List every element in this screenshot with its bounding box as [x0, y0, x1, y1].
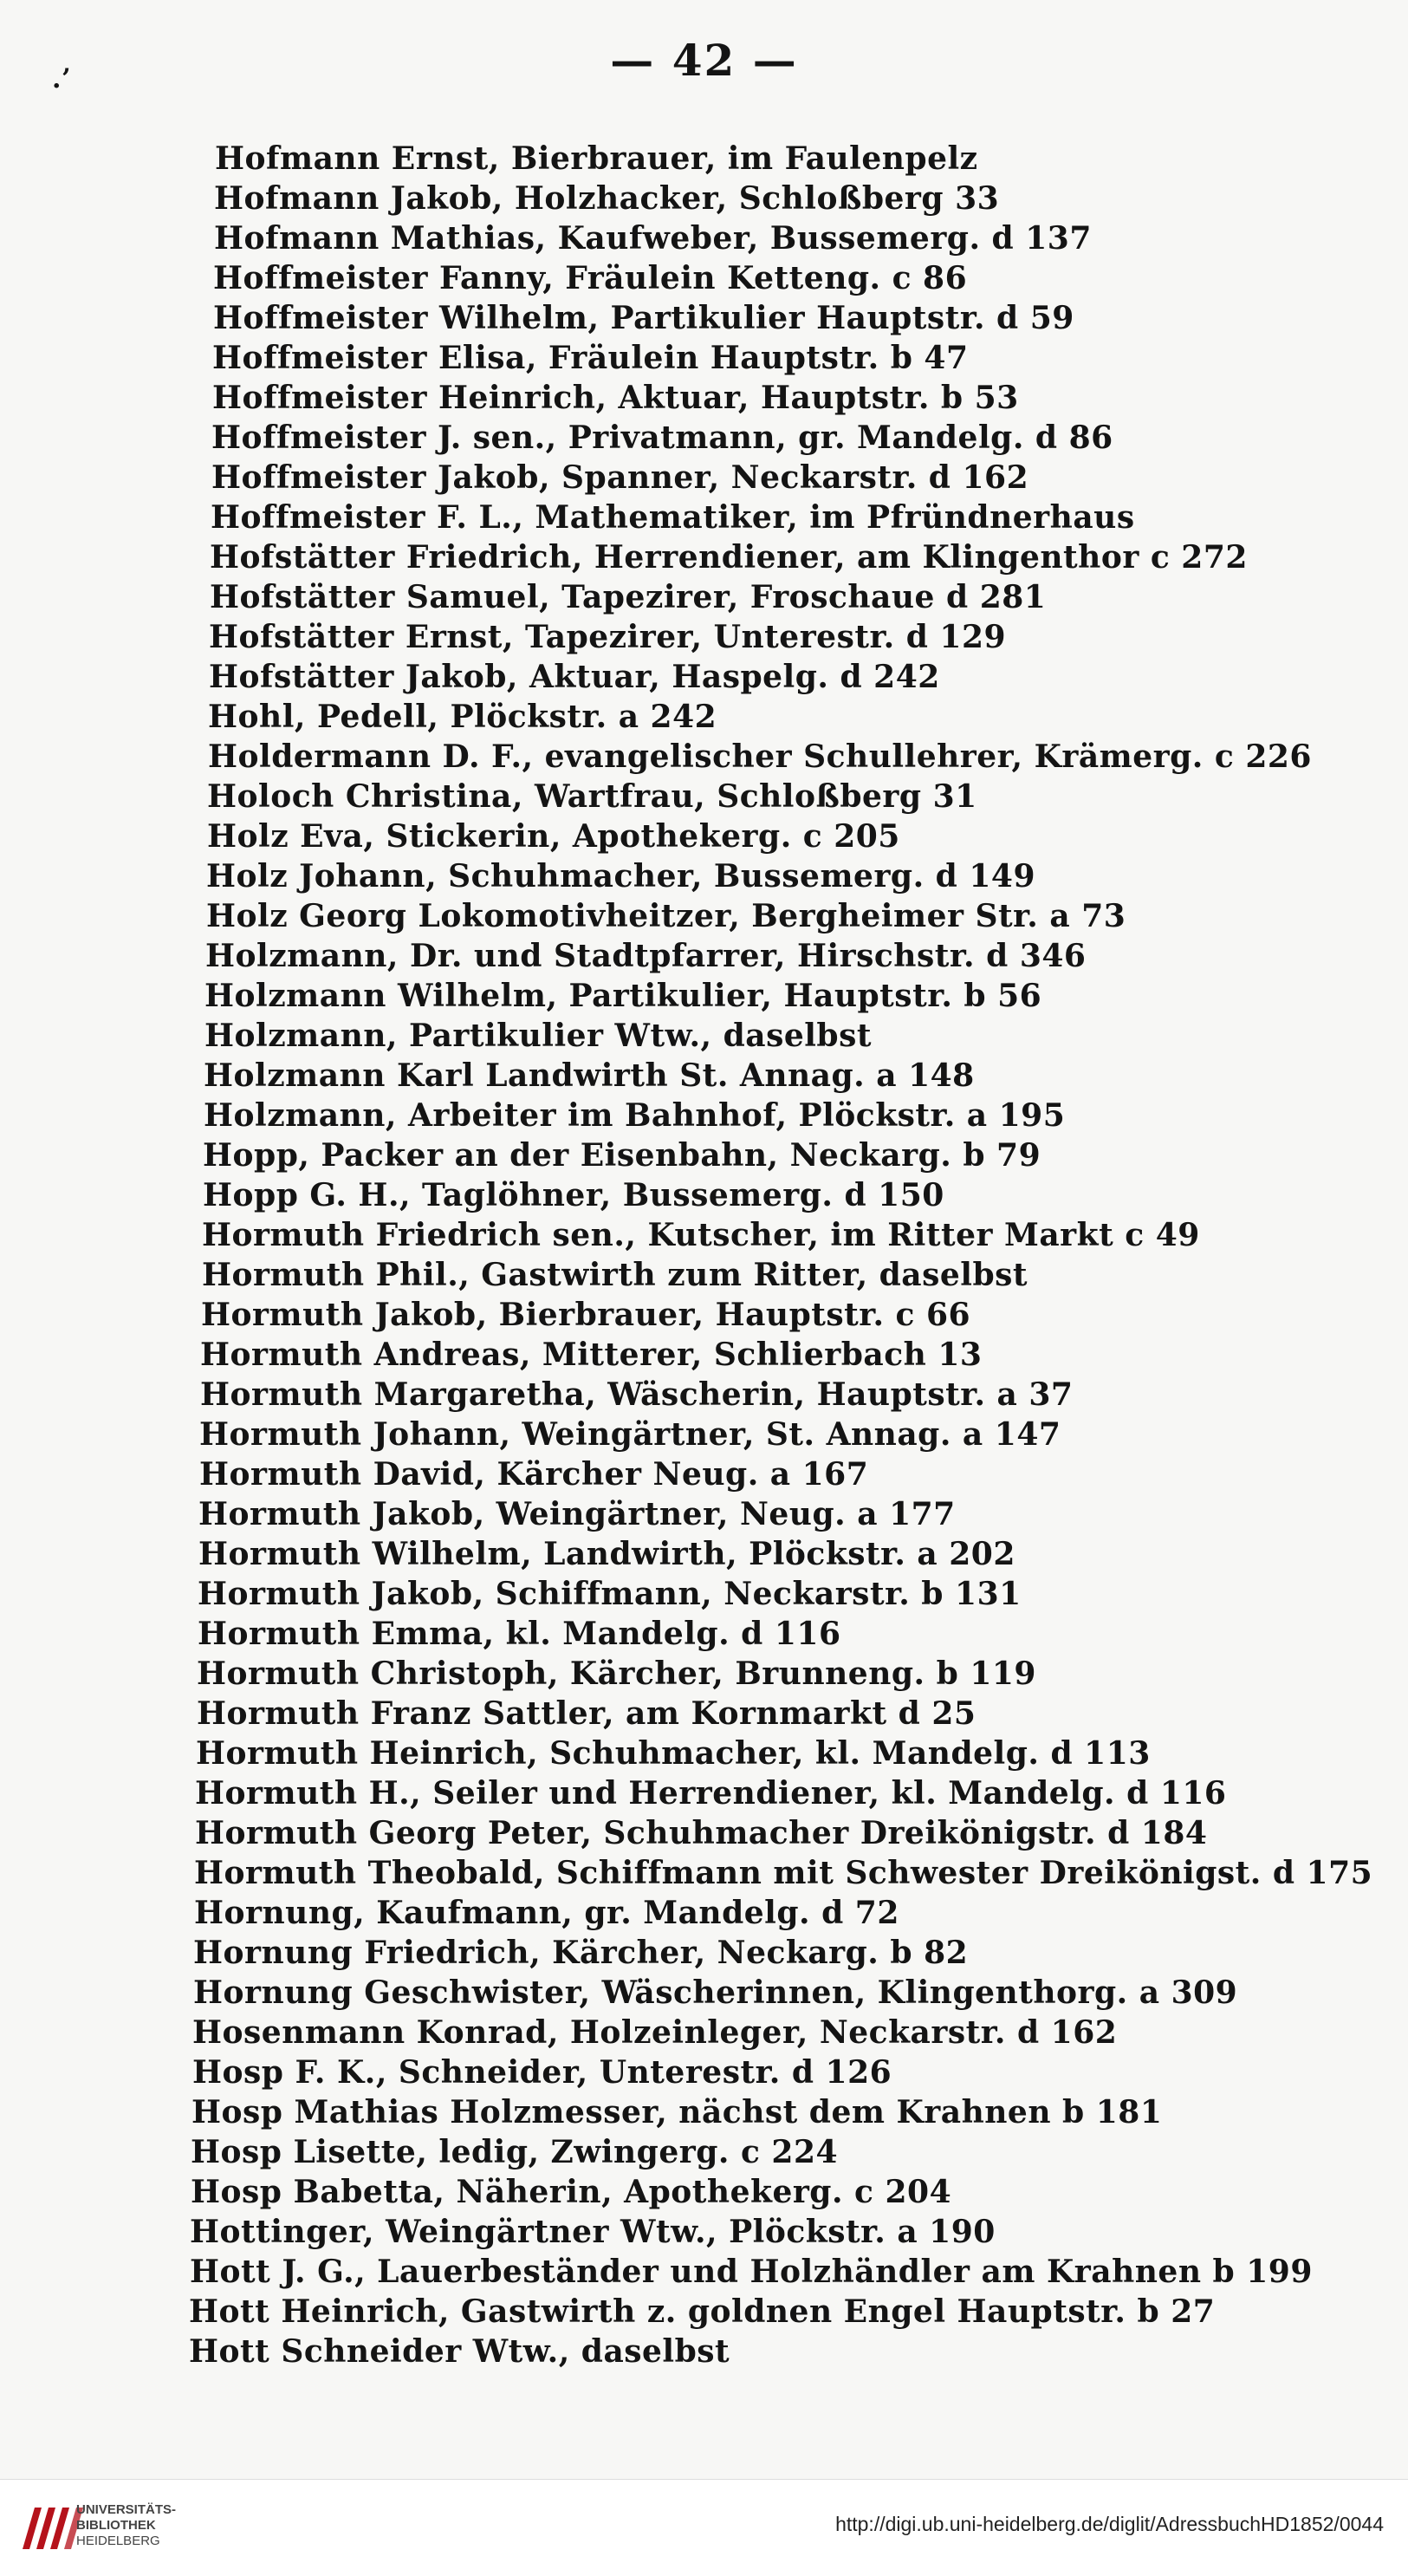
- directory-entry: Hoffmeister Wilhelm, Partikulier Hauptstr. d 59: [213, 300, 1074, 336]
- directory-entry: Hoffmeister Heinrich, Aktuar, Hauptstr. b 53: [212, 380, 1019, 416]
- directory-entry: Hormuth Margaretha, Wäscherin, Hauptstr. a 37: [200, 1376, 1074, 1413]
- source-url-link[interactable]: http://digi.ub.uni-heidelberg.de/diglit/AdressbuchHD1852/0044: [835, 2513, 1384, 2535]
- directory-entry: Hormuth Johann, Weingärtner, St. Annag. a 147: [199, 1416, 1061, 1453]
- directory-entry: Hofmann Ernst, Bierbrauer, im Faulenpelz: [215, 140, 978, 177]
- directory-entry: Hormuth Emma, kl. Mandelg. d 116: [198, 1616, 841, 1652]
- directory-entry: Hofstätter Jakob, Aktuar, Haspelg. d 242: [209, 659, 940, 695]
- directory-entry: Hormuth Jakob, Schiffmann, Neckarstr. b 131: [198, 1576, 1022, 1612]
- directory-entries: [187, 139, 1392, 2371]
- directory-entry: Hormuth David, Kärcher Neug. a 167: [199, 1456, 869, 1493]
- directory-entry: Hopp G. H., Taglöhner, Bussemerg. d 150: [203, 1177, 944, 1213]
- directory-entry: Hofmann Mathias, Kaufweber, Bussemerg. d 137: [214, 220, 1092, 257]
- directory-entry: Hoffmeister J. sen., Privatmann, gr. Mandelg. d 86: [211, 420, 1113, 456]
- directory-entry: Holzmann, Arbeiter im Bahnhof, Plöckstr. a 195: [204, 1097, 1066, 1134]
- directory-entry: Holdermann D. F., evangelischer Schullehrer, Krämerg. c 226: [208, 738, 1312, 775]
- directory-entry: Hofstätter Samuel, Tapezirer, Froschaue d 281: [210, 579, 1047, 615]
- directory-entry: Hofmann Jakob, Holzhacker, Schloßberg 33: [214, 180, 1000, 217]
- directory-entry: Hosp Mathias Holzmesser, nächst dem Krahnen b 181: [191, 2094, 1163, 2130]
- directory-entry: Hoffmeister Elisa, Fräulein Hauptstr. b 47: [212, 340, 969, 376]
- directory-entry: Holz Johann, Schuhmacher, Bussemerg. d 149: [206, 858, 1035, 894]
- corner-mark: .ʼ: [52, 64, 70, 94]
- logo-line-1: UNIVERSITÄTS-: [76, 2502, 177, 2517]
- directory-entry: Hosenmann Konrad, Holzeinleger, Neckarstr. d 162: [192, 2014, 1118, 2051]
- directory-entry: Hormuth Jakob, Bierbrauer, Hauptstr. c 66: [201, 1297, 971, 1333]
- directory-entry: Holoch Christina, Wartfrau, Schloßberg 31: [207, 778, 977, 815]
- directory-entry: Hormuth Christoph, Kärcher, Brunneng. b 119: [197, 1656, 1036, 1692]
- directory-entry: Holz Eva, Stickerin, Apothekerg. c 205: [207, 818, 900, 855]
- directory-entry: Hormuth Theobald, Schiffmann mit Schwester Dreikönigst. d 175: [194, 1855, 1373, 1891]
- logo-line-2: BIBLIOTHEK: [76, 2518, 156, 2533]
- directory-entry: Hormuth H., Seiler und Herrendiener, kl. Mandelg. d 116: [195, 1775, 1227, 1812]
- directory-entry: Hopp, Packer an der Eisenbahn, Neckarg. b 79: [203, 1137, 1041, 1174]
- directory-entry: Hormuth Friedrich sen., Kutscher, im Ritter Markt c 49: [202, 1217, 1200, 1253]
- directory-entry: Hott Heinrich, Gastwirth z. goldnen Engel Hauptstr. b 27: [189, 2293, 1216, 2330]
- page-number: — 42 —: [610, 35, 798, 86]
- directory-entry: Hosp Lisette, ledig, Zwingerg. c 224: [191, 2134, 839, 2170]
- directory-entry: Hornung Friedrich, Kärcher, Neckarg. b 82: [193, 1935, 969, 1971]
- footer: [0, 2479, 1408, 2576]
- directory-entry: Hofstätter Friedrich, Herrendiener, am Klingenthor c 272: [210, 539, 1248, 576]
- directory-entry: Holzmann, Dr. und Stadtpfarrer, Hirschstr. d 346: [205, 938, 1087, 974]
- directory-entry: Holz Georg Lokomotivheitzer, Bergheimer Str. a 73: [206, 898, 1126, 934]
- directory-entry: Hottinger, Weingärtner Wtw., Plöckstr. a 190: [190, 2214, 996, 2250]
- directory-entry: Hormuth Franz Sattler, am Kornmarkt d 25: [197, 1695, 977, 1732]
- directory-entry: Hosp F. K., Schneider, Unterestr. d 126: [192, 2054, 892, 2091]
- logo-line-3: HEIDELBERG: [76, 2534, 160, 2548]
- directory-entry: Hoffmeister Fanny, Fräulein Ketteng. c 86: [213, 260, 968, 296]
- directory-entry: Hofstätter Ernst, Tapezirer, Unterestr. d 129: [209, 619, 1007, 655]
- directory-entry: Hohl, Pedell, Plöckstr. a 242: [208, 699, 717, 735]
- directory-entry: Hormuth Georg Peter, Schuhmacher Dreikönigstr. d 184: [195, 1815, 1208, 1851]
- directory-entry: Hornung, Kaufmann, gr. Mandelg. d 72: [194, 1895, 899, 1931]
- directory-entry: Holzmann Wilhelm, Partikulier, Hauptstr. b 56: [204, 978, 1042, 1014]
- logo-text: [76, 2502, 176, 2549]
- directory-entry: Hoffmeister F. L., Mathematiker, im Pfründnerhaus: [211, 499, 1135, 536]
- directory-entry: Hornung Geschwister, Wäscherinnen, Klingenthorg. a 309: [193, 1974, 1238, 2011]
- directory-entry: Holzmann, Partikulier Wtw., daselbst: [204, 1018, 872, 1054]
- directory-entry: Hott Schneider Wtw., daselbst: [189, 2333, 730, 2370]
- directory-entry: Holzmann Karl Landwirth St. Annag. a 148: [204, 1057, 975, 1094]
- directory-entry: Hott J. G., Lauerbeständer und Holzhändler am Krahnen b 199: [190, 2254, 1313, 2290]
- directory-entry: Hoffmeister Jakob, Spanner, Neckarstr. d 162: [211, 459, 1029, 496]
- page-header: [0, 19, 1408, 97]
- directory-entry: Hormuth Phil., Gastwirth zum Ritter, daselbst: [202, 1257, 1028, 1293]
- directory-entry: Hormuth Wilhelm, Landwirth, Plöckstr. a 202: [198, 1536, 1015, 1572]
- directory-entry: Hormuth Andreas, Mitterer, Schlierbach 13: [200, 1337, 983, 1373]
- directory-entry: Hosp Babetta, Näherin, Apothekerg. c 204: [191, 2174, 952, 2210]
- directory-entry: Hormuth Heinrich, Schuhmacher, kl. Mandelg. d 113: [196, 1735, 1151, 1772]
- directory-entry: Hormuth Jakob, Weingärtner, Neug. a 177: [198, 1496, 956, 1532]
